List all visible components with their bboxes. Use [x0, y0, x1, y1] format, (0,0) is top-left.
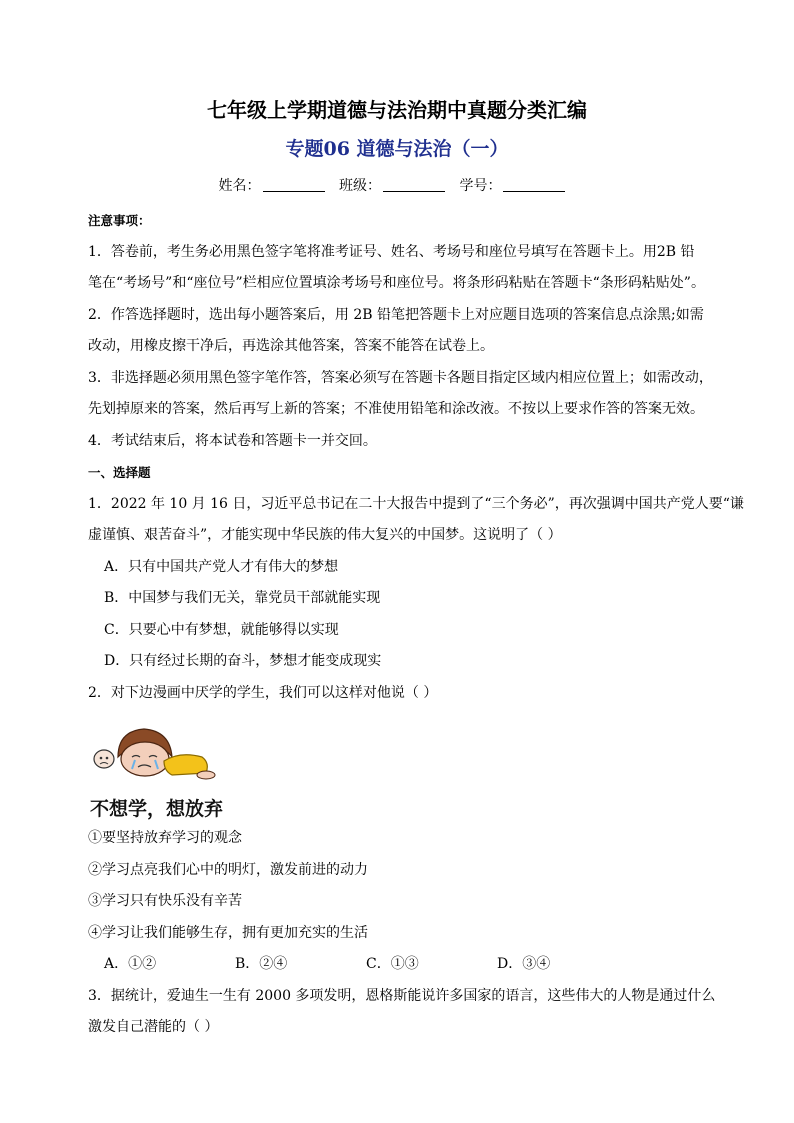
page-title: 七年级上学期道德与法治期中真题分类汇编 — [207, 98, 587, 122]
question-1-stem: 虚谨慎、艰苦奋斗”，才能实现中华民族的伟大复兴的中国梦。这说明了（ ） — [88, 527, 562, 543]
exam-content — [88, 205, 744, 1044]
question-2-statement: ①要坚持放弃学习的观念 — [88, 830, 242, 846]
question-1-option-c: C．只要心中有梦想，就能够得以实现 — [104, 621, 339, 638]
question-3-stem: 激发自己潜能的（ ） — [88, 1019, 219, 1035]
id-blank[interactable] — [503, 191, 565, 192]
notice-line: 笔在“考场号”和“座位号”栏相应位置填涂考场号和座位号。将条形码粘贴在答题卡“条形码粘贴处”。 — [88, 275, 705, 291]
cartoon-caption: 不想学，想放弃 — [90, 798, 224, 820]
notice-heading: 注意事项： — [88, 213, 151, 228]
cartoon-student-illustration — [88, 717, 258, 823]
question-3-stem: 3．据统计，爱迪生一生有 2000 多项发明，恩格斯能说许多国家的语言，这些伟大的人物是通过什么 — [88, 987, 716, 1004]
question-2-option-d: D．③④ — [497, 956, 551, 972]
notice-line: 先划掉原来的答案，然后再写上新的答案；不准使用铅笔和涂改液。不按以上要求作答的答案无效。 — [88, 401, 704, 417]
question-2-option-b: B．②④ — [235, 956, 288, 972]
question-2-options — [88, 949, 718, 981]
question-1-option-b: B．中国梦与我们无关，靠党员干部就能实现 — [104, 590, 381, 606]
question-2-stem: 2．对下边漫画中厌学的学生，我们可以这样对他说（ ） — [88, 684, 438, 701]
section-heading: 一、选择题 — [88, 465, 151, 480]
cartoon-image — [88, 717, 718, 823]
question-1-option-d: D．只有经过长期的奋斗，梦想才能变成现实 — [104, 653, 382, 669]
class-blank[interactable] — [383, 191, 445, 192]
class-label: 班级： — [339, 178, 381, 194]
page-subtitle: 专题06 道德与法治（一） — [285, 138, 509, 160]
student-info-row — [0, 175, 794, 195]
notice-line: 2．作答选择题时，选出每小题答案后，用 2B 铅笔把答题卡上对应题目选项的答案信息点涂黑;如需 — [88, 306, 704, 323]
question-2-statement: ④学习让我们能够生存，拥有更加充实的生活 — [88, 924, 368, 941]
question-2-statement: ②学习点亮我们心中的明灯，激发前进的动力 — [88, 861, 368, 878]
notice-line: 改动，用橡皮擦干净后，再选涂其他答案，答案不能答在试卷上。 — [88, 338, 494, 354]
notice-line: 4．考试结束后，将本试卷和答题卡一并交回。 — [88, 432, 377, 449]
name-label: 姓名： — [218, 178, 261, 194]
question-2-option-c: C．①③ — [366, 956, 419, 972]
name-blank[interactable] — [263, 191, 325, 192]
notice-line: 1．答卷前，考生务必用黑色签字笔将准考证号、姓名、考场号和座位号填写在答题卡上。用2B 铅 — [88, 243, 695, 260]
notice-line: 3．非选择题必须用黑色签字笔作答，答案必须写在答题卡各题目指定区域内相应位置上；如需改动， — [88, 369, 713, 386]
question-1-option-a: A．只有中国共产党人才有伟大的梦想 — [104, 558, 339, 575]
question-2-option-a: A．①② — [104, 956, 157, 972]
question-2-statement: ③学习只有快乐没有辛苦 — [88, 893, 242, 909]
question-1-stem: 1．2022 年 10 月 16 日，习近平总书记在二十大报告中提到了“三个务必”，再次强调中国共产党人要“谦 — [88, 495, 744, 512]
id-label: 学号： — [459, 178, 502, 194]
